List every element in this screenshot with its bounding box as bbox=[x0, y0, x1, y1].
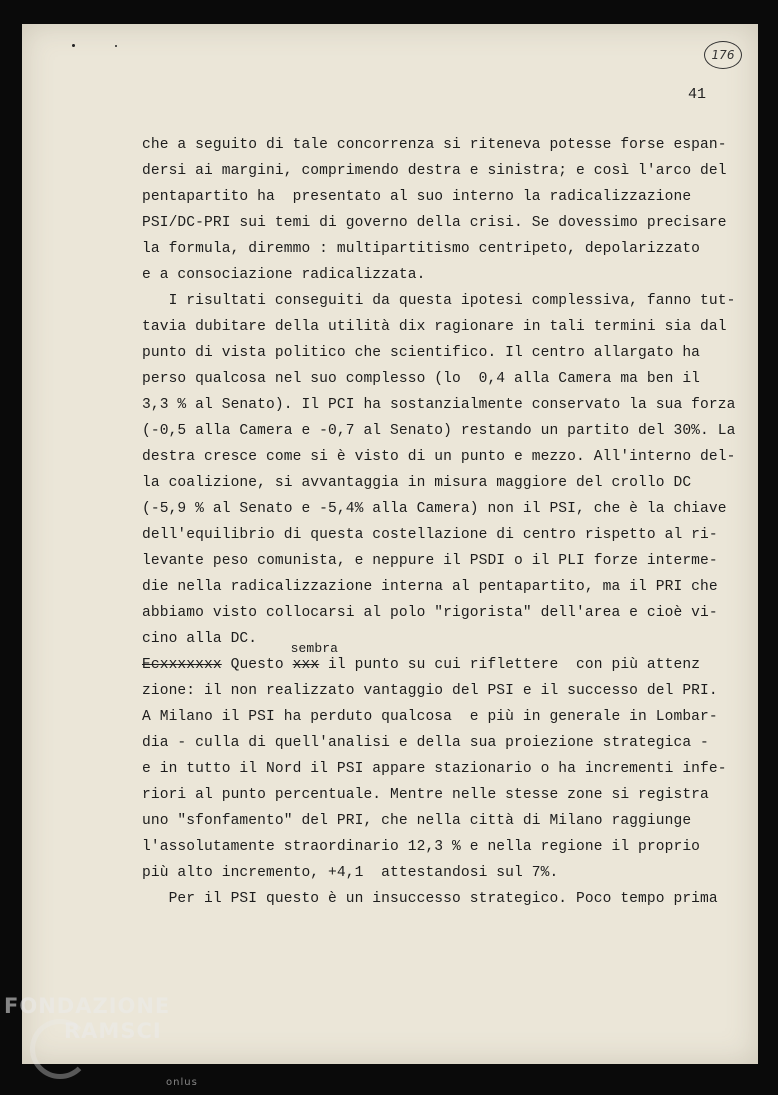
text-line: 3,3 % al Senato). Il PCI ha sostanzialmente conservato la sua forza bbox=[142, 397, 736, 413]
text-line: pentapartito ha presentato al suo interno la radicalizzazione bbox=[142, 189, 692, 205]
text-line: dia - culla di quell'analisi e della sua proiezione strategica - bbox=[142, 735, 709, 751]
page-number: 41 bbox=[688, 86, 707, 103]
text-line: PSI/DC-PRI sui temi di governo della crisi. Se dovessimo precisare bbox=[142, 215, 727, 231]
text-line: la formula, diremmo : multipartitismo centripeto, depolarizzato bbox=[142, 241, 701, 257]
text-line: e a consociazione radicalizzata. bbox=[142, 267, 426, 283]
watermark-g-logo-icon bbox=[30, 1019, 90, 1079]
text-fragment: il punto su cui riflettere con più attenz bbox=[319, 657, 701, 673]
text-line: I risultati conseguiti da questa ipotesi complessiva, fanno tut- bbox=[142, 293, 736, 309]
archive-page-stamp: 176 bbox=[704, 41, 742, 69]
text-line: punto di vista politico che scientifico. Il centro allargato ha bbox=[142, 345, 701, 361]
text-line: dersi ai margini, comprimendo destra e sinistra; e così l'arco del bbox=[142, 163, 727, 179]
inserted-word: sembra bbox=[290, 641, 339, 656]
revised-text-line bbox=[142, 641, 748, 678]
text-line: dell'equilibrio di questa costellazione di centro rispetto al ri- bbox=[142, 527, 718, 543]
archive-watermark bbox=[4, 993, 198, 1088]
text-line: tavia dubitare della utilità dix ragionare in tali termini sia dal bbox=[142, 319, 727, 335]
text-line: (-0,5 alla Camera e -0,7 al Senato) restando un partito del 30%. La bbox=[142, 423, 736, 439]
watermark-line1: FONDAZIONE bbox=[4, 994, 171, 1018]
struck-text: Ecxxxxxxx bbox=[142, 657, 222, 673]
text-line: destra cresce come si è visto di un punto e mezzo. All'interno del- bbox=[142, 449, 736, 465]
text-line: Per il PSI questo è un insuccesso strategico. Poco tempo prima bbox=[142, 891, 718, 907]
punch-mark bbox=[115, 45, 117, 47]
punch-mark bbox=[72, 44, 75, 47]
text-line: abbiamo visto collocarsi al polo "rigorista" dell'area e cioè vi- bbox=[142, 605, 718, 621]
text-line: riori al punto percentuale. Mentre nelle stesse zone si registra bbox=[142, 787, 709, 803]
text-line: e in tutto il Nord il PSI appare stazionario o ha incrementi infe- bbox=[142, 761, 727, 777]
text-line: zione: il non realizzato vantaggio del PSI e il successo del PRI. bbox=[142, 683, 718, 699]
text-line: più alto incremento, +4,1 attestandosi sul 7%. bbox=[142, 865, 559, 881]
text-line: che a seguito di tale concorrenza si riteneva potesse forse espan- bbox=[142, 137, 727, 153]
text-line: (-5,9 % al Senato e -5,4% alla Camera) non il PSI, che è la chiave bbox=[142, 501, 727, 517]
watermark-logo-text: RAMSCI bbox=[64, 1019, 162, 1043]
watermark-suffix: onlus bbox=[166, 1077, 198, 1088]
text-line: uno "sfonfamento" del PRI, che nella città di Milano raggiunge bbox=[142, 813, 692, 829]
document-page bbox=[22, 24, 758, 1064]
text-line: l'assolutamente straordinario 12,3 % e nella regione il proprio bbox=[142, 839, 701, 855]
text-fragment: Questo bbox=[221, 657, 293, 673]
text-line: perso qualcosa nel suo complesso (lo 0,4 alla Camera ma ben il bbox=[142, 371, 701, 387]
text-line: levante peso comunista, e neppure il PSDI o il PLI forze interme- bbox=[142, 553, 718, 569]
text-line: cino alla DC. bbox=[142, 631, 258, 647]
text-line: la coalizione, si avvantaggia in misura maggiore del crollo DC bbox=[142, 475, 692, 491]
struck-text: xxx bbox=[292, 657, 320, 673]
text-line: A Milano il PSI ha perduto qualcosa e più in generale in Lombar- bbox=[142, 709, 718, 725]
text-line: die nella radicalizzazione interna al pentapartito, ma il PRI che bbox=[142, 579, 718, 595]
typewritten-body bbox=[142, 132, 748, 912]
correction-group bbox=[290, 641, 339, 673]
